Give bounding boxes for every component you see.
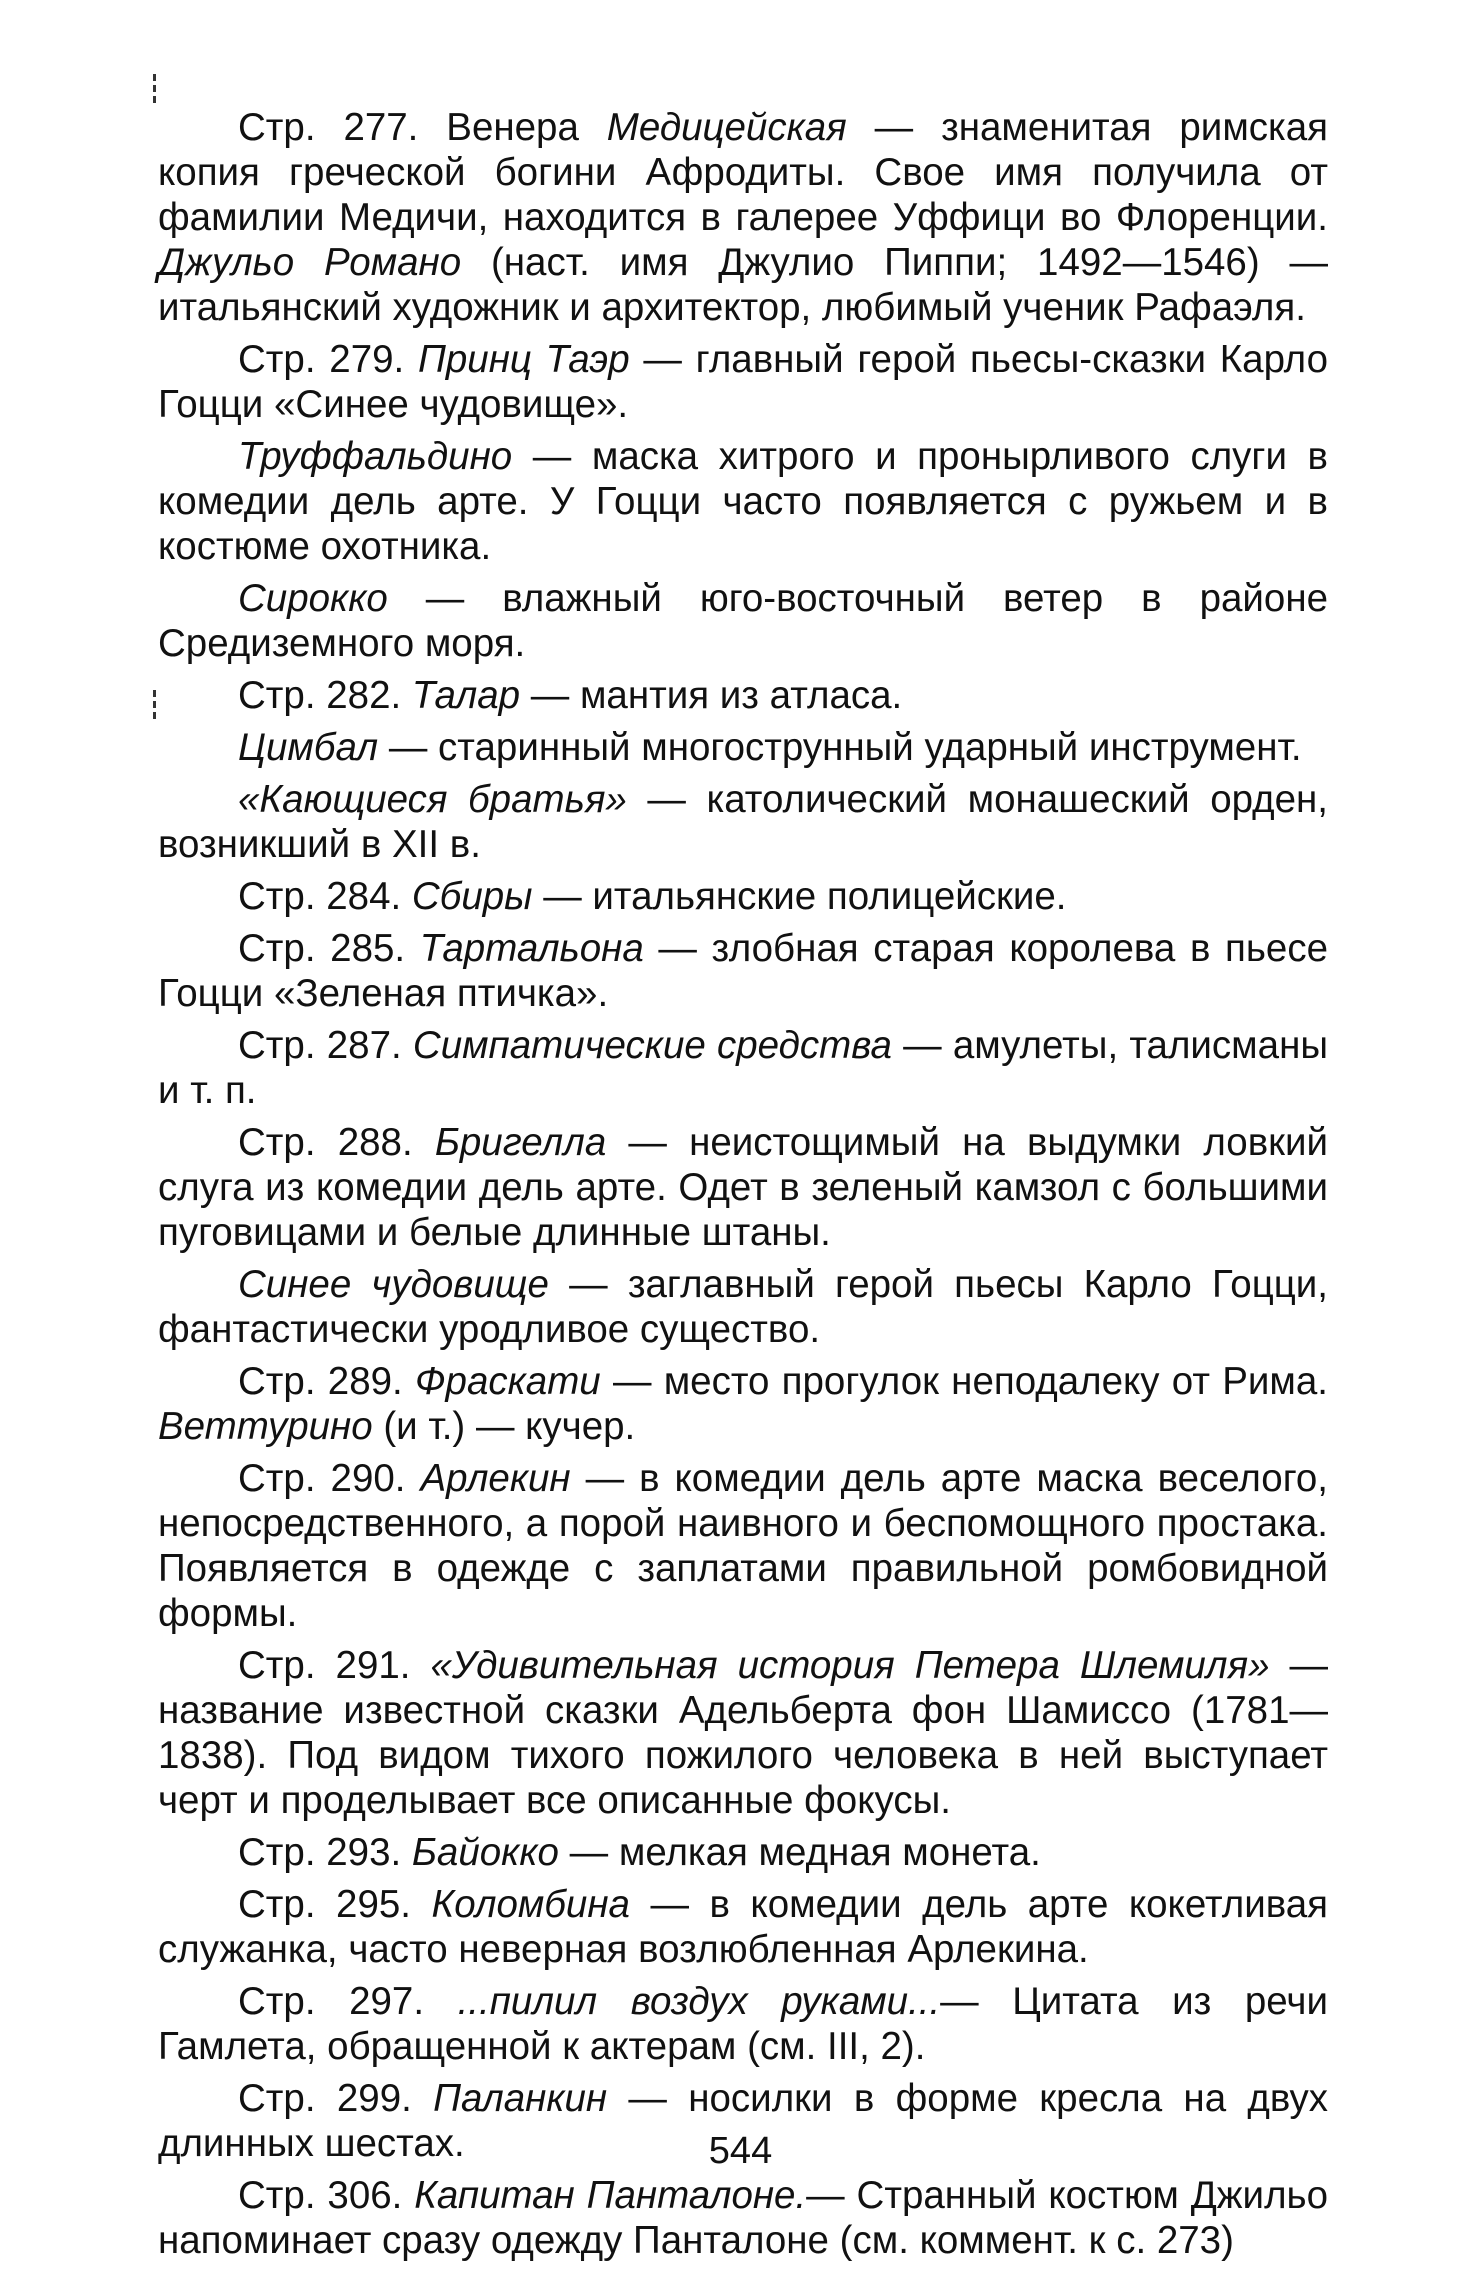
- paragraph: [158, 1643, 1328, 1823]
- italic-term: Медицейская: [606, 106, 847, 149]
- paragraph: [158, 1456, 1328, 1636]
- italic-term: Фраскати: [414, 1360, 601, 1403]
- text-run: — носилки в форме кресла на двух длинных шестах.: [158, 2077, 1329, 2165]
- paragraph: [158, 874, 1328, 919]
- italic-term: Джульо Романо: [158, 241, 462, 284]
- paragraph: [158, 2173, 1328, 2263]
- text-run: Стр. 291.: [238, 1644, 431, 1687]
- text-run: (и т.) — кучер.: [372, 1405, 636, 1448]
- italic-term: Паланкин: [433, 2077, 608, 2120]
- text-run: — в комедии дель арте кокетливая служанка, часто неверная возлюбленная Арлекина.: [158, 1883, 1328, 1971]
- italic-term: Арлекин: [420, 1457, 571, 1500]
- italic-term: Труффальдино: [238, 435, 513, 478]
- paragraph: [158, 337, 1328, 427]
- italic-term: Веттурино: [158, 1405, 373, 1448]
- page-number: 544: [708, 2130, 773, 2172]
- italic-term: Коломбина: [431, 1883, 630, 1926]
- paragraph: [158, 1830, 1328, 1875]
- text-run: Стр. 306.: [238, 2174, 415, 2217]
- paragraph: [158, 926, 1328, 1016]
- text-run: Стр. 297.: [238, 1980, 458, 2023]
- italic-term: Симпатические средства: [412, 1024, 892, 1067]
- text-run: — старинный многострунный ударный инструмент.: [378, 726, 1302, 769]
- italic-term: Цимбал: [238, 726, 379, 769]
- text-run: Стр. 290.: [238, 1457, 421, 1500]
- text-run: Стр. 285.: [238, 927, 420, 970]
- paragraph: [158, 1023, 1328, 1113]
- text-run: — знаменитая римская копия греческой богини Афродиты. Свое имя получила от фамилии Медичи, находится в галерее Уффици во Флоренции.: [158, 106, 1328, 239]
- italic-term: Бригелла: [434, 1121, 607, 1164]
- text-run: Стр. 289.: [238, 1360, 415, 1403]
- paragraph: [158, 777, 1328, 867]
- text-run: — маска хитрого и пронырливого слуги в комедии дель арте. У Гоцци часто появляется с ружьем и в костюме охотника.: [158, 435, 1328, 568]
- text-run: — мелкая медная монета.: [558, 1831, 1041, 1874]
- text-run: Стр. 277. Венера: [238, 106, 607, 149]
- text-run: Стр. 279.: [238, 338, 418, 381]
- paragraph: [158, 725, 1328, 770]
- paragraph: [158, 1120, 1328, 1255]
- text-run: — влажный юго-восточный ветер в районе Средиземного моря.: [158, 577, 1328, 665]
- text-run: — злобная старая королева в пьесе Гоцци «Зеленая птичка».: [158, 927, 1328, 1015]
- text-run: Стр. 295.: [238, 1883, 432, 1926]
- paragraph: [158, 1359, 1328, 1449]
- text-run: Стр. 299.: [238, 2077, 434, 2120]
- text-run: — заглавный герой пьесы Карло Гоцци, фантастически уродливое существо.: [158, 1263, 1328, 1351]
- italic-term: Сбиры: [411, 875, 533, 918]
- text-run: — название известной сказки Адельберта фон Шамиссо (1781—1838). Под видом тихого пожилого человека в ней выступает черт и проделывает все описанные фокусы.: [158, 1644, 1328, 1822]
- text-run: — неистощимый на выдумки ловкий слуга из комедии дель арте. Одет в зеленый камзол с большими пуговицами и белые длинные штаны.: [158, 1121, 1328, 1254]
- text-run: — Цитата из речи Гамлета, обращенной к актерам (см. III, 2).: [158, 1980, 1328, 2068]
- text-run: — католический монашеский орден, возникший в XII в.: [158, 778, 1328, 866]
- text-run: — амулеты, талисманы и т. п.: [158, 1024, 1328, 1112]
- text-run: Стр. 282.: [238, 674, 412, 717]
- italic-term: Сирокко: [238, 577, 388, 620]
- paragraph: [158, 1979, 1328, 2069]
- text-run: — Странный костюм Джильо напоминает сразу одежду Панталоне (см. коммент. к с. 273): [158, 2174, 1328, 2262]
- italic-term: Байокко: [411, 1831, 559, 1874]
- text-run: Стр. 287.: [238, 1024, 413, 1067]
- text-run: — в комедии дель арте маска веселого, непосредственного, а порой наивного и беспомощного простака. Появляется в одежде с заплатами правильной ромбовидной формы.: [158, 1457, 1329, 1635]
- italic-term: Синее чудовище: [238, 1263, 549, 1306]
- margin-mark: [153, 72, 159, 107]
- text-run: — главный герой пьесы-сказки Карло Гоцци «Синее чудовище».: [158, 338, 1328, 426]
- text-run: (наст. имя Джулио Пиппи; 1492—1546) — итальянский художник и архитектор, любимый ученик Рафаэля.: [158, 241, 1328, 329]
- italic-term: Тартальона: [419, 927, 644, 970]
- paragraph: [158, 1262, 1328, 1352]
- text-run: — мантия из атласа.: [520, 674, 903, 717]
- text-run: Стр. 284.: [238, 875, 412, 918]
- text-run: Стр. 293.: [238, 1831, 412, 1874]
- italic-term: ...пилил воздух руками...: [457, 1980, 941, 2023]
- text-run: — итальянские полицейские.: [532, 875, 1067, 918]
- italic-term: «Удивительная история Петера Шлемиля»: [430, 1644, 1270, 1687]
- italic-term: Принц Таэр: [417, 338, 630, 381]
- italic-term: «Кающиеся братья»: [238, 778, 627, 821]
- italic-term: Капитан Панталоне.: [414, 2174, 807, 2217]
- text-run: — место прогулок неподалеку от Рима.: [600, 1360, 1328, 1403]
- page-body: [158, 105, 1328, 2270]
- paragraph: [158, 105, 1328, 330]
- paragraph: [158, 673, 1328, 718]
- italic-term: Талар: [411, 674, 521, 717]
- text-run: Стр. 288.: [238, 1121, 435, 1164]
- paragraph: [158, 576, 1328, 666]
- paragraph: [158, 434, 1328, 569]
- paragraph: [158, 1882, 1328, 1972]
